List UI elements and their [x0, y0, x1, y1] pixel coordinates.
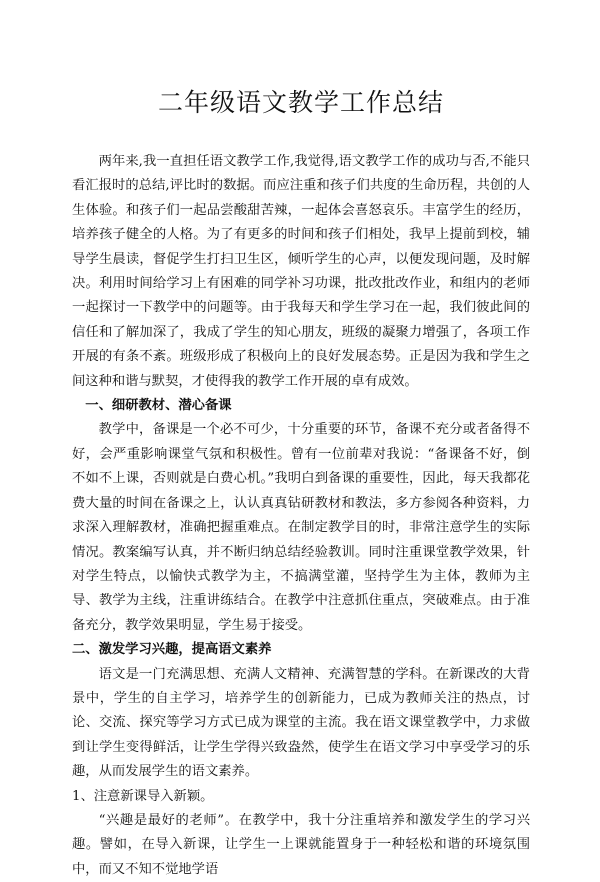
subsection-1-paragraph: “兴趣是最好的老师”。在教学中，我十分注重培养和激发学生的学习兴趣。譬如，在导入新课，让学生一上课就能置身于一种轻松和谐的环境氛围中，而又不知不觉地学语 [72, 812, 530, 877]
section-1-paragraph: 教学中，备课是一个必不可少，十分重要的环节，备课不充分或者备得不好，会严重影响课堂气氛和积极性。曾有一位前辈对我说：“备课备不好，倒不如不上课，否则就是白费心机。”我明白到备课的重要性，因此，每天我都花费大量的时间在备课之上，认认真真钻研教材和教法，多方参阅各种资料，力求深入理解教材，准确把握重难点。在制定教学目的时，非常注意学生的实际情况。教案编写认真，并不断归纳总结经验教训。同时注重课堂教学效果，针对学生特点，以愉快式教学为主，不搞满堂灌，坚持学生为主体，教师为主导、教学为主线，注重讲练结合。在教学中注意抓住重点，突破难点。由于准备充分，教学效果明显，学生易于接受。 [72, 422, 530, 633]
section-2-heading: 二、激发学习兴趣，提高语文素养 [72, 642, 272, 658]
document-page [72, 0, 530, 877]
section-2-paragraph: 语文是一门充满思想、充满人文精神、充满智慧的学科。在新课改的大背景中，学生的自主学习，培养学生的创新能力，已成为教师关注的热点，讨论、交流、探究等学习方式已成为课堂的主流。我在语文课堂教学中，力求做到让学生变得鲜活，让学生学得兴致盎然，使学生在语文学习中享受学习的乐趣，从而发展学生的语文素养。 [72, 666, 530, 780]
section-1-heading: 一、细研教材、潜心备课 [85, 398, 232, 414]
subsection-1-heading: 1、注意新课导入新颖。 [72, 788, 214, 804]
document-title: 二年级语文教学工作总结 [157, 88, 444, 117]
document-body [72, 150, 530, 882]
intro-paragraph: 两年来,我一直担任语文教学工作,我觉得,语文教学工作的成功与否,不能只看汇报时的总结,评比时的数据。而应注重和孩子们共度的生命历程，共创的人生体验。和孩子们一起品尝酸甜苦辣，一起体会喜怒哀乐。丰富学生的经历，培养孩子健全的人格。为了有更多的时间和孩子们相处，我早上提前到校，辅导学生晨读，督促学生打扫卫生区，倾听学生的心声，以便发现问题，及时解决。利用时间给学习上有困难的同学补习功课，批改批改作业，和组内的老师一起探讨一下教学中的问题等。由于我每天和学生学习在一起，我们彼此间的信任和了解加深了，我成了学生的知心朋友，班级的凝聚力增强了，各项工作开展的有条不紊。班级形成了积极向上的良好发展态势。正是因为我和学生之间这种和谐与默契，才使得我的教学工作开展的卓有成效。 [72, 154, 530, 389]
